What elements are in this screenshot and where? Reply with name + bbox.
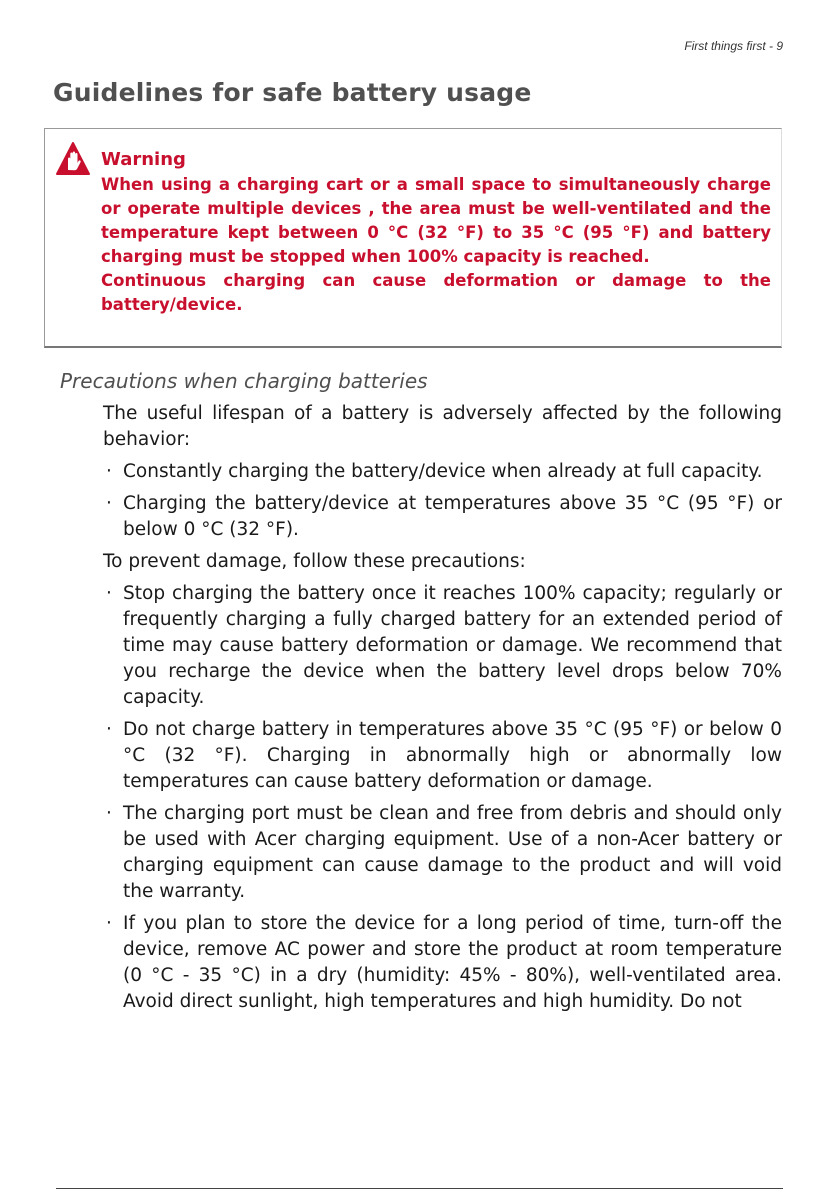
list-item: · Do not charge battery in temperatures above 35 °C (95 °F) or below 0 °C (32 °F). Charging in abnormally high or abnormally low temperatures can cause battery deformation or damage. — [106, 719, 782, 792]
list-item: · Charging the battery/device at temperatures above 35 °C (95 °F) or below 0 °C (32 °F). — [106, 493, 782, 540]
precautions-intro: To prevent damage, follow these precautions: — [103, 551, 526, 572]
warning-hand-icon — [55, 141, 91, 177]
footer-rule — [56, 1188, 783, 1189]
bullet: · — [106, 913, 112, 934]
section-body — [103, 401, 782, 1021]
precautions-list — [103, 581, 782, 1015]
list-item: · If you plan to store the device for a long period of time, turn-off the device, remove AC power and store the product at room temperature (0 °C - 35 °C) in a dry (humidity: 45% - 80%), well-ventilated area. Avoid direct sunlight, high temperatures and high humidity. Do not — [106, 913, 782, 1012]
warning-paragraph: When using a charging cart or a small space to simultaneously charge or operate multiple devices , the area must be well-ventilated and the temperature kept between 0 °C (32 °F) to 35 °C (95 °F) and battery charging must be stopped when 100% capacity is reached. — [101, 175, 771, 266]
intro-paragraph: The useful lifespan of a battery is adversely affected by the following behavior: — [103, 403, 782, 450]
page-title: Guidelines for safe battery usage — [53, 78, 532, 107]
section-heading: Precautions when charging batteries — [60, 369, 428, 393]
warning-title: Warning — [101, 149, 186, 170]
bullet: · — [106, 461, 112, 482]
list-item: · Constantly charging the battery/device when already at full capacity. — [103, 459, 782, 485]
list-item: · Stop charging the battery once it reaches 100% capacity; regularly or frequently charging a fully charged battery for an extended period of time may cause battery deformation or damage. We recommend that you recharge the device when the battery level drops below 70% capacity. — [106, 583, 782, 708]
behavior-list — [103, 459, 782, 543]
bullet: · — [106, 719, 112, 740]
warning-text — [101, 173, 771, 317]
bullet: · — [106, 803, 112, 824]
page-header: First things first - 9 — [684, 39, 783, 53]
warning-box — [44, 128, 782, 348]
warning-paragraph: Continuous charging can cause deformation or damage to the battery/device. — [101, 271, 771, 314]
bullet: · — [106, 493, 112, 514]
bullet: · — [106, 583, 112, 604]
list-item: · The charging port must be clean and free from debris and should only be used with Acer charging equipment. Use of a non-Acer battery or charging equipment can cause damage to the product and will void the warranty. — [106, 803, 782, 902]
